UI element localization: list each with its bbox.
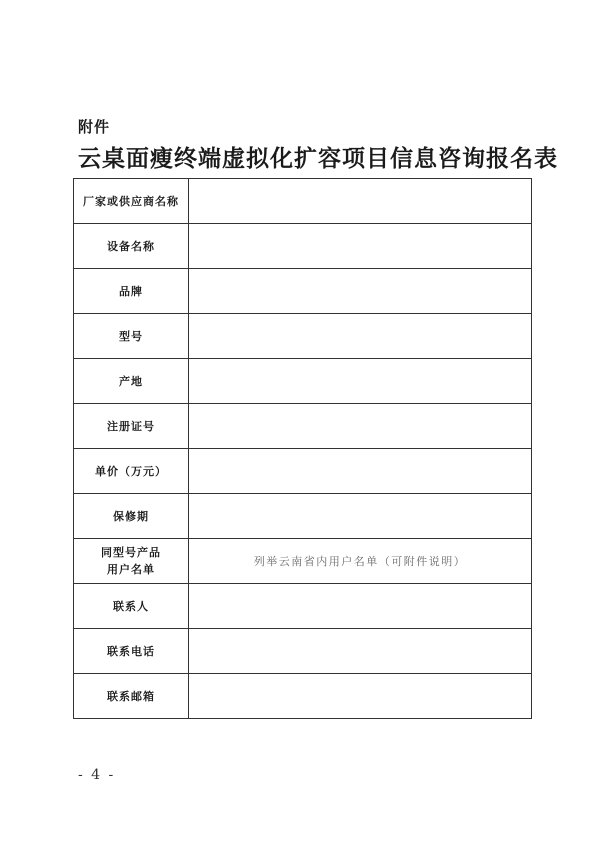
row-value-field[interactable] [189, 224, 532, 269]
row-value-field[interactable] [189, 269, 532, 314]
form-row-device-name [74, 224, 532, 269]
form-row-origin [74, 359, 532, 404]
row-value-field[interactable] [189, 179, 532, 224]
form-row-contact-person [74, 584, 532, 629]
row-value-field[interactable] [189, 629, 532, 674]
row-label: 产地 [74, 359, 189, 404]
row-label: 厂家或供应商名称 [74, 179, 189, 224]
form-row-manufacturer [74, 179, 532, 224]
row-value-field[interactable] [189, 314, 532, 359]
row-label-line: 同型号产品 [101, 546, 161, 559]
row-label: 设备名称 [74, 224, 189, 269]
row-label [74, 539, 189, 584]
row-label: 联系邮箱 [74, 674, 189, 719]
row-value-field[interactable] [189, 404, 532, 449]
row-label: 型号 [74, 314, 189, 359]
form-row-contact-phone [74, 629, 532, 674]
form-row-contact-email [74, 674, 532, 719]
row-label: 联系人 [74, 584, 189, 629]
form-row-user-list [74, 539, 532, 584]
document-title: 云桌面瘦终端虚拟化扩容项目信息咨询报名表 [78, 145, 558, 172]
row-value-field[interactable] [189, 494, 532, 539]
row-value-field[interactable] [189, 449, 532, 494]
row-value-field[interactable] [189, 584, 532, 629]
attachment-label: 附件 [78, 118, 111, 136]
row-label: 联系电话 [74, 629, 189, 674]
page-number: - 4 - [78, 767, 116, 783]
form-row-model [74, 314, 532, 359]
row-label: 单价（万元） [74, 449, 189, 494]
registration-form-table [73, 178, 532, 719]
row-label-line: 用户名单 [107, 563, 155, 576]
row-label: 品牌 [74, 269, 189, 314]
form-row-unit-price [74, 449, 532, 494]
form-row-registration-number [74, 404, 532, 449]
row-value-field[interactable] [189, 674, 532, 719]
form-row-warranty [74, 494, 532, 539]
form-row-brand [74, 269, 532, 314]
row-value-field[interactable]: 列举云南省内用户名单（可附件说明） [189, 539, 532, 584]
row-value-field[interactable] [189, 359, 532, 404]
row-label: 保修期 [74, 494, 189, 539]
row-label: 注册证号 [74, 404, 189, 449]
